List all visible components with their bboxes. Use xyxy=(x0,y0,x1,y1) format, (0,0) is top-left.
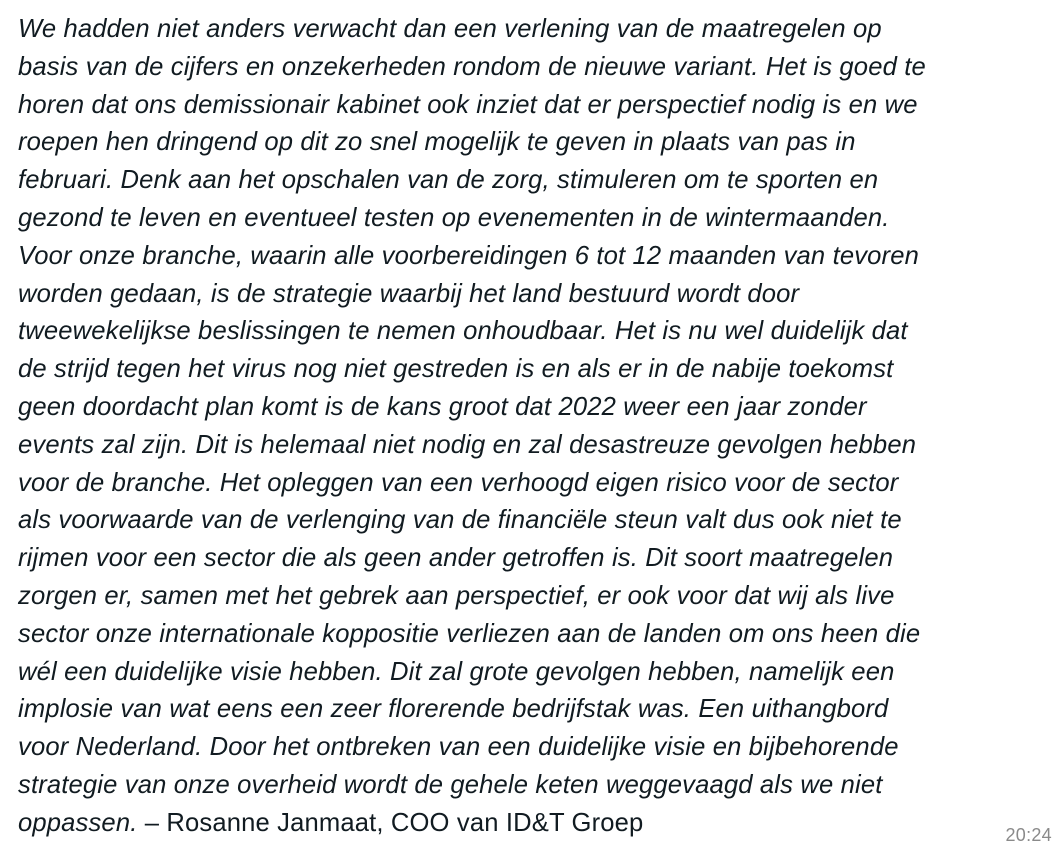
message-line: basis van de cijfers en onzekerheden rondom de nieuwe variant. Het is goed te xyxy=(18,52,926,81)
message-line: roepen hen dringend op dit zo snel mogelijk te geven in plaats van pas in xyxy=(18,128,856,157)
message-line: februari. Denk aan het opschalen van de zorg, stimuleren om te sporten en xyxy=(18,166,879,195)
message-line: tweewekelijkse beslissingen te nemen onhoudbaar. Het is nu wel duidelijk dat xyxy=(18,317,908,346)
message-text xyxy=(18,11,1058,843)
message-line: implosie van wat eens een zeer florerende bedrijfstak was. Een uithangbord xyxy=(18,695,889,724)
message-line: sector onze internationale koppositie verliezen aan de landen om ons heen die xyxy=(18,619,921,648)
message-last-line xyxy=(18,805,1058,843)
quote-ending: oppassen. xyxy=(18,808,138,837)
message-line: als voorwaarde van de verlenging van de financiële steun valt dus ook niet te xyxy=(18,506,902,535)
message-line: rijmen voor een sector die als geen ander getroffen is. Dit soort maatregelen xyxy=(18,544,894,573)
message-line: gezond te leven en eventueel testen op evenementen in de wintermaanden. xyxy=(18,203,890,232)
quote-attribution: – Rosanne Janmaat, COO van ID&T Groep xyxy=(137,808,644,837)
message-line: Voor onze branche, waarin alle voorbereidingen 6 tot 12 maanden van tevoren xyxy=(18,241,919,270)
message-line: voor de branche. Het opleggen van een verhoogd eigen risico voor de sector xyxy=(18,468,899,497)
message-line: strategie van onze overheid wordt de gehele keten weggevaagd als we niet xyxy=(18,770,883,799)
message-line: de strijd tegen het virus nog niet gestreden is en als er in de nabije toekomst xyxy=(18,355,894,384)
message-line: wél een duidelijke visie hebben. Dit zal grote gevolgen hebben, namelijk een xyxy=(18,657,895,686)
message-line: horen dat ons demissionair kabinet ook inziet dat er perspectief nodig is en we xyxy=(18,90,918,119)
message-line: events zal zijn. Dit is helemaal niet nodig en zal desastreuze gevolgen hebben xyxy=(18,430,917,459)
message-line: voor Nederland. Door het ontbreken van een duidelijke visie en bijbehorende xyxy=(18,733,899,762)
message-line: geen doordacht plan komt is de kans groot dat 2022 weer een jaar zonder xyxy=(18,392,867,421)
message-timestamp: 20:24 xyxy=(1005,825,1052,845)
message-line: worden gedaan, is de strategie waarbij het land bestuurd wordt door xyxy=(18,279,800,308)
message-line: zorgen er, samen met het gebrek aan perspectief, er ook voor dat wij als live xyxy=(18,581,895,610)
message-line: We hadden niet anders verwacht dan een verlening van de maatregelen op xyxy=(18,15,882,43)
